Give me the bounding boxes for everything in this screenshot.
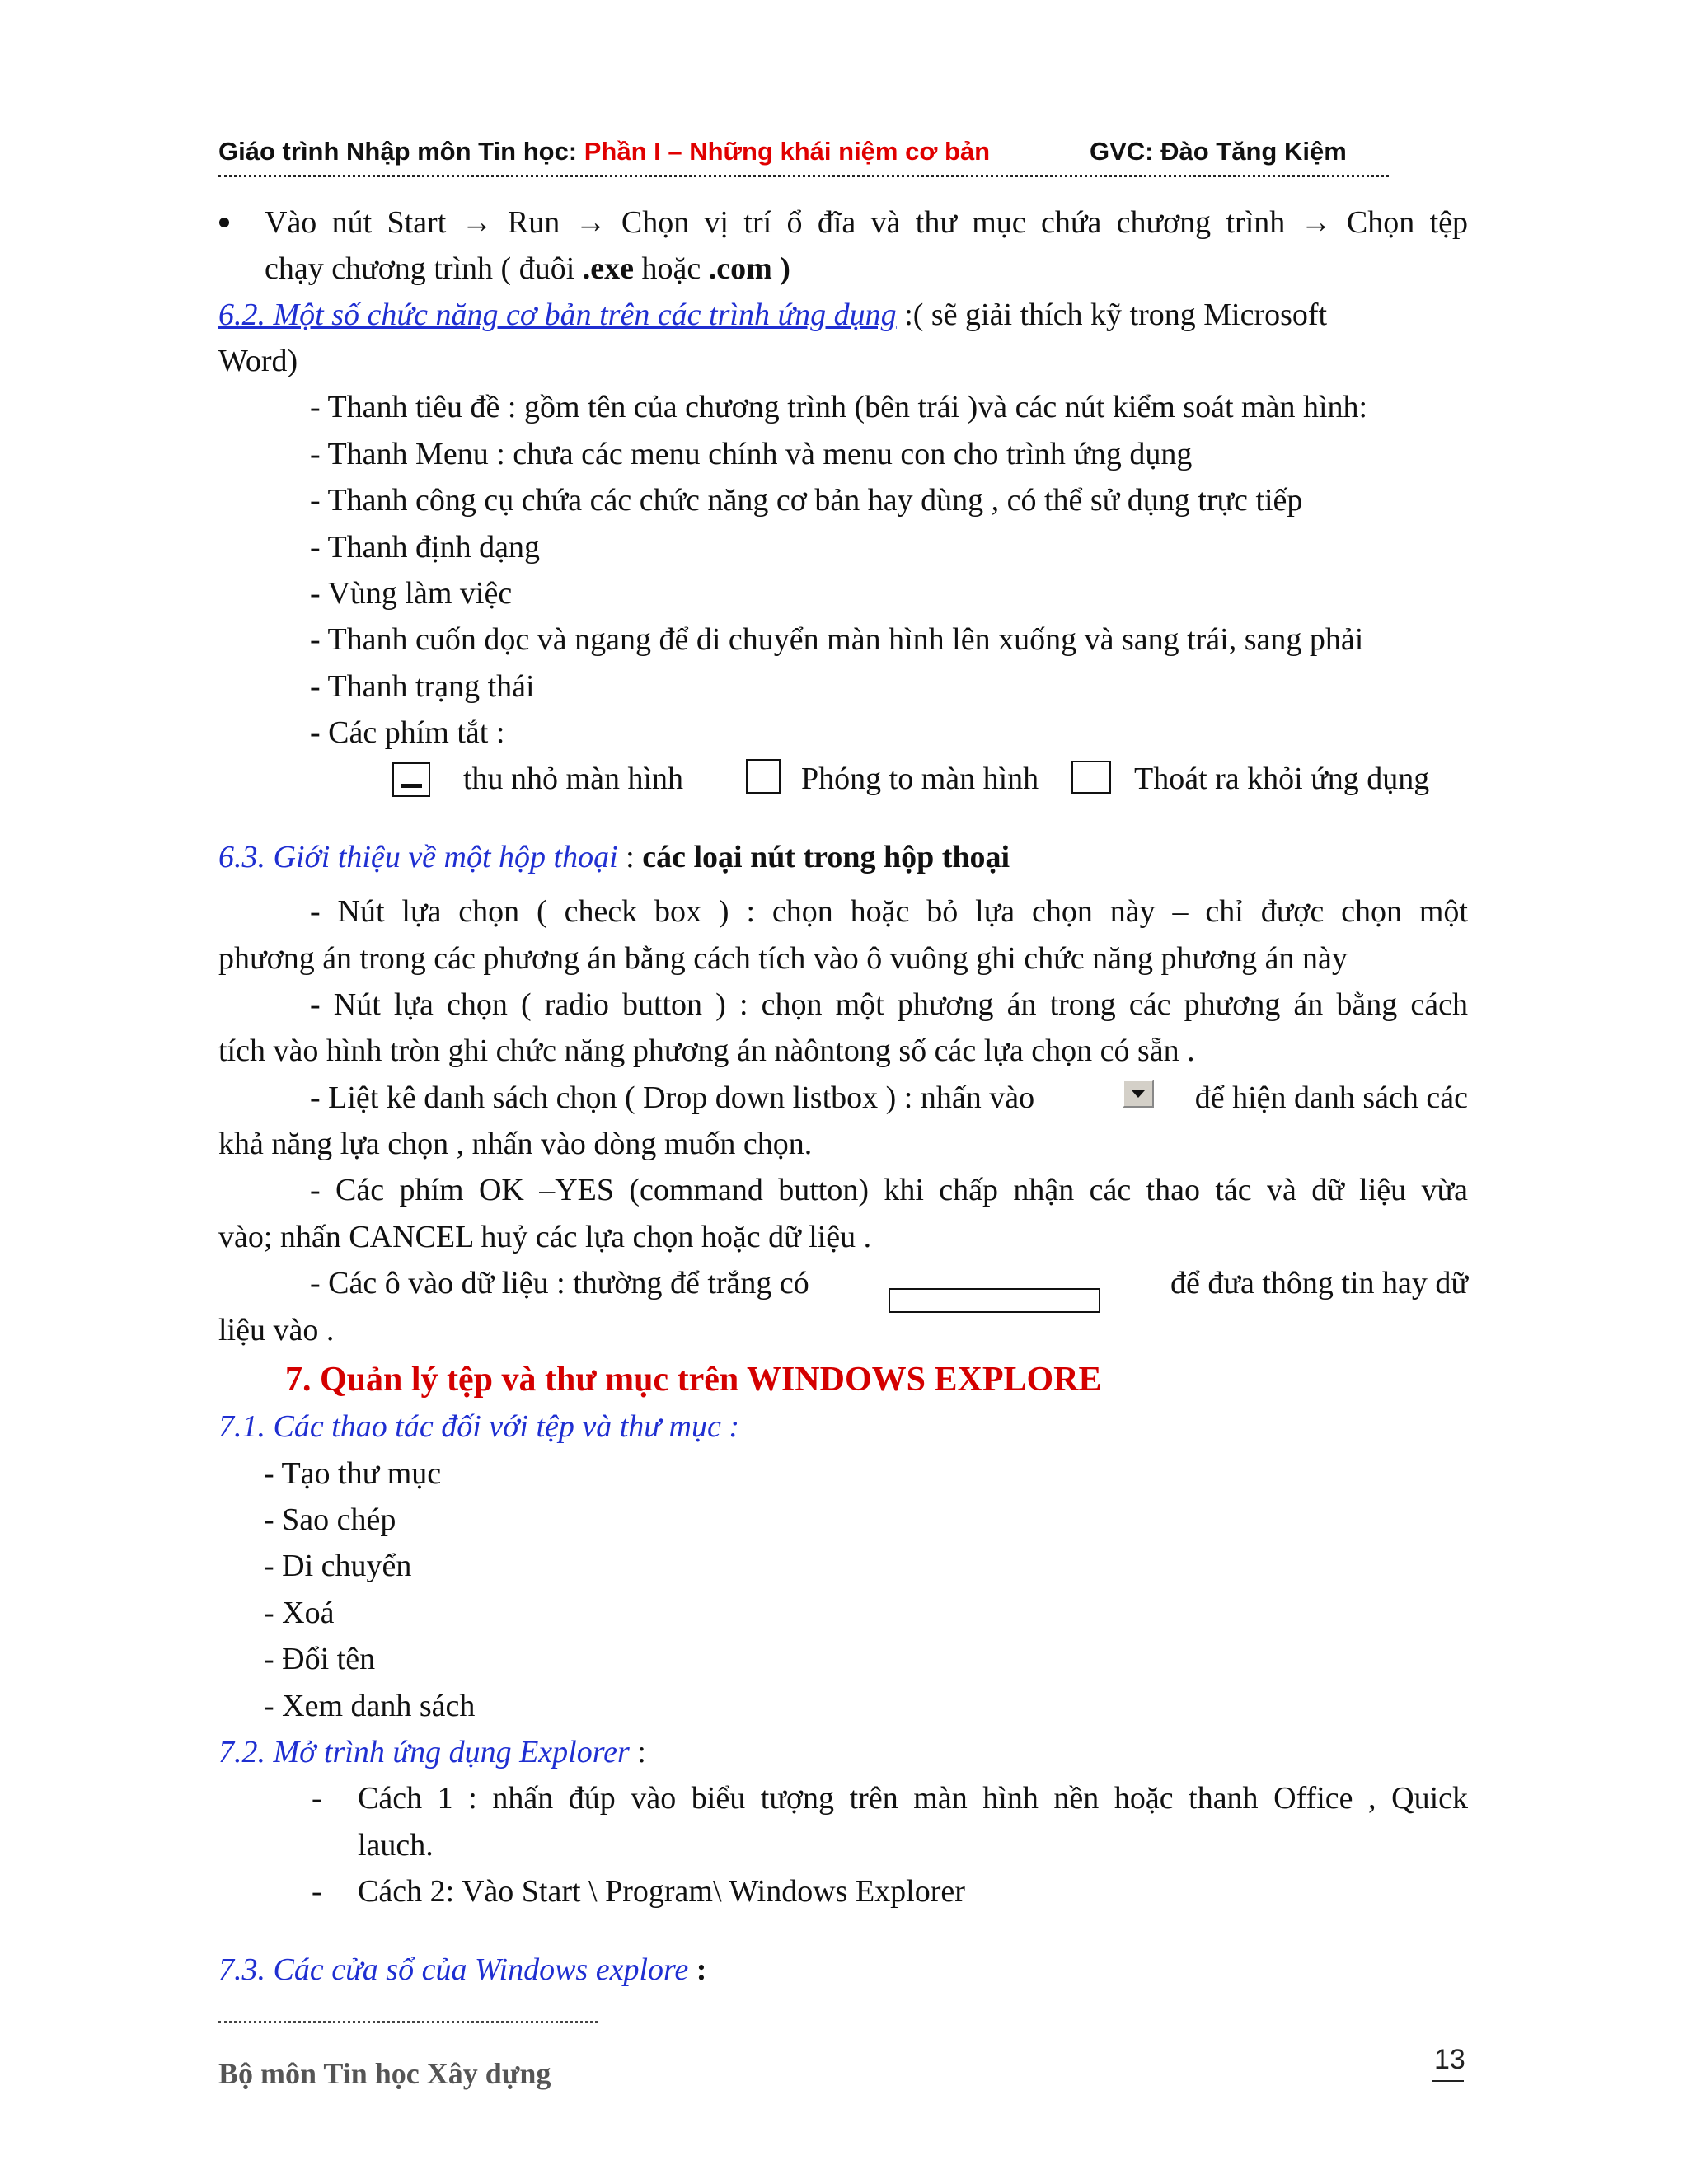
- header-rule: [218, 175, 1389, 177]
- s62-item-2: - Thanh Menu : chưa các menu chính và menu con cho trình ứng dụng: [310, 437, 1193, 471]
- bullet1-line2: [265, 249, 790, 288]
- maximize-label: Phóng to màn hình: [801, 762, 1039, 796]
- section-6-3-heading: [218, 837, 1010, 877]
- page-number: 13: [1434, 2044, 1465, 2075]
- bullet1-or: hoặc: [634, 251, 709, 286]
- op-item-1: - Tạo thư mục: [264, 1456, 442, 1491]
- s62-item-8: - Các phím tắt :: [310, 715, 505, 750]
- section-7-2-heading: [218, 1732, 646, 1772]
- section-7-1-heading: 7.1. Các thao tác đối với tệp và thư mục :: [218, 1409, 739, 1444]
- input-field-example: [889, 1288, 1100, 1313]
- section-7-heading: 7. Quản lý tệp và thư mục trên WINDOWS EXPLORE: [285, 1361, 1102, 1399]
- op-item-3: - Di chuyển: [264, 1549, 412, 1583]
- section-6-2-title: 6.2. Một số chức năng cơ bản trên các trình ứng dụng: [218, 298, 897, 332]
- op-item-6: - Xem danh sách: [264, 1689, 476, 1723]
- section-7-3-heading: [218, 1950, 706, 1990]
- dropdown-desc-line1a: - Liệt kê danh sách chọn ( Drop down listbox ) : nhấn vào: [310, 1080, 1035, 1115]
- header-part: Phần I – Những khái niệm cơ bản: [584, 137, 991, 166]
- method2-dash: -: [312, 1874, 322, 1909]
- radio-desc-line2: tích vào hình tròn ghi chức năng phương án nàôntong số các lựa chọn có sẵn .: [218, 1033, 1195, 1068]
- bullet-dot: [219, 218, 229, 227]
- checkbox-desc-line2: phương án trong các phương án bằng cách tích vào ô vuông ghi chức năng phương án này: [218, 941, 1348, 976]
- bullet1-line1: Vào nút Start → Run → Chọn vị trí ổ đĩa và thư mục chứa chương trình → Chọn tệp: [265, 205, 1468, 240]
- s62-item-6: - Thanh cuốn dọc và ngang để di chuyển màn hình lên xuống và sang trái, sang phải: [310, 622, 1364, 657]
- input-desc-line1b: để đưa thông tin hay dữ: [1170, 1266, 1468, 1301]
- checkbox-desc-line1: - Nút lựa chọn ( check box ) : chọn hoặc bỏ lựa chọn này – chỉ được chọn một: [310, 894, 1468, 929]
- header-course: Giáo trình Nhập môn Tin học:: [218, 137, 584, 166]
- input-desc-line2: liệu vào .: [218, 1313, 335, 1347]
- com-ext: .com ): [708, 251, 790, 286]
- close-label: Thoát ra khỏi ứng dụng: [1134, 762, 1430, 796]
- radio-desc-line1: - Nút lựa chọn ( radio button ) : chọn một phương án trong các phương án bằng cách: [310, 987, 1468, 1022]
- section-7-3-colon: :: [688, 1952, 707, 1987]
- section-7-2-title: 7.2. Mở trình ứng dụng Explorer: [218, 1735, 630, 1769]
- header-author: GVC: Đào Tăng Kiệm: [1090, 137, 1347, 166]
- section-6-2-note-cont: Word): [218, 344, 298, 378]
- s62-item-3: - Thanh công cụ chứa các chức năng cơ bản hay dùng , có thể sử dụng trực tiếp: [310, 483, 1303, 518]
- input-desc-line1a: - Các ô vào dữ liệu : thường để trắng có: [310, 1266, 809, 1301]
- dropdown-desc-line2: khả năng lựa chọn , nhấn vào dòng muốn chọn.: [218, 1127, 813, 1161]
- minimize-icon: [392, 762, 430, 797]
- s62-item-4: - Thanh định dạng: [310, 530, 540, 565]
- s62-item-5: - Vùng làm việc: [310, 576, 513, 611]
- section-6-3-colon: :: [617, 840, 643, 874]
- footer-department: Bộ môn Tin học Xây dựng: [218, 2057, 551, 2090]
- bullet1-text: chạy chương trình ( đuôi: [265, 251, 583, 286]
- s62-item-1: - Thanh tiêu đề : gồm tên của chương trình (bên trái )và các nút kiểm soát màn hình:: [310, 390, 1368, 424]
- section-6-3-title: 6.3. Giới thiệu về một hộp thoại: [218, 840, 618, 874]
- section-7-2-colon: :: [629, 1735, 646, 1769]
- command-desc-line1: - Các phím OK –YES (command button) khi chấp nhận các thao tác và dữ liệu vừa: [310, 1173, 1468, 1207]
- method1-line1: Cách 1 : nhấn đúp vào biểu tượng trên màn hình nền hoặc thanh Office , Quick: [358, 1781, 1468, 1816]
- s62-item-7: - Thanh trạng thái: [310, 669, 535, 704]
- dropdown-desc-line1b: để hiện danh sách các: [1194, 1080, 1468, 1115]
- command-desc-line2: vào; nhấn CANCEL huỷ các lựa chọn hoặc dữ liệu .: [218, 1220, 872, 1254]
- op-item-5: - Đổi tên: [264, 1642, 376, 1676]
- section-6-2-heading: [218, 295, 1468, 335]
- op-item-4: - Xoá: [264, 1596, 335, 1630]
- dropdown-arrow-icon: [1123, 1080, 1154, 1108]
- footer-rule: [218, 2021, 598, 2023]
- page-number-underline: [1432, 2080, 1464, 2082]
- method1-dash: -: [312, 1781, 322, 1816]
- close-icon: [1071, 761, 1111, 794]
- op-item-2: - Sao chép: [264, 1502, 396, 1537]
- page-header: [218, 137, 1389, 173]
- section-7-3-title: 7.3. Các cửa sổ của Windows explore: [218, 1952, 689, 1987]
- exe-ext: .exe: [582, 251, 635, 286]
- section-6-2-note: :( sẽ giải thích kỹ trong Microsoft: [896, 298, 1328, 332]
- section-6-3-subtitle: các loại nút trong hộp thoại: [642, 840, 1010, 874]
- method2-line: Cách 2: Vào Start \ Program\ Windows Explorer: [358, 1874, 965, 1909]
- minimize-label: thu nhỏ màn hình: [463, 762, 684, 796]
- method1-line2: lauch.: [358, 1828, 434, 1863]
- maximize-icon: [746, 759, 781, 794]
